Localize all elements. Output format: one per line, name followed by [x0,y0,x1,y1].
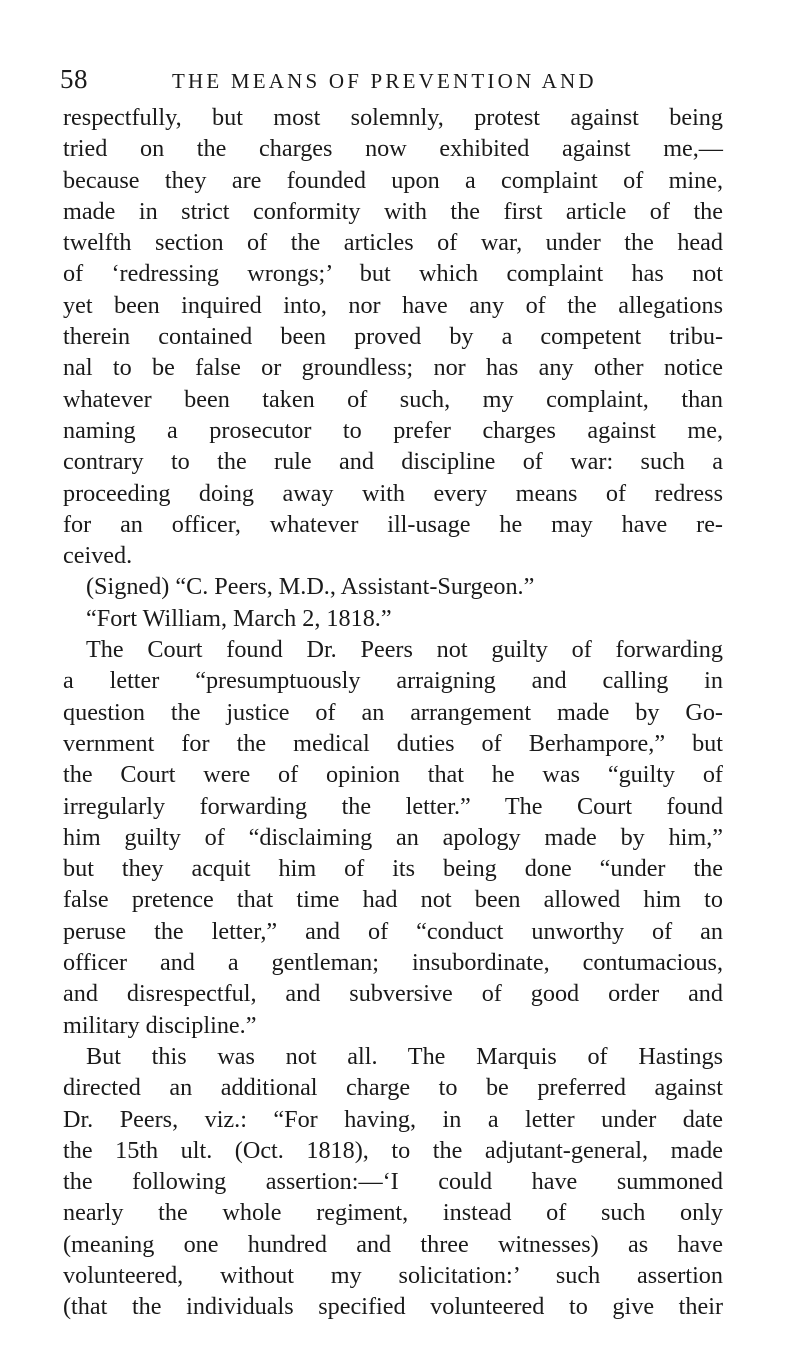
text-line: for an officer, whatever ill-usage he may have re- [63,510,723,538]
text-line: peruse the letter,” and of “conduct unworthy of an [63,917,723,945]
text-line: the Court were of opinion that he was “guilty of [63,761,723,789]
text-line: proceeding doing away with every means of redress [63,479,723,507]
text-line: question the justice of an arrangement made by Go- [63,698,723,726]
dateline: “Fort William, March 2, 1818.” [86,604,392,632]
page-header [60,64,720,104]
text-line: made in strict conformity with the first article of the [63,197,723,225]
signature-line: (Signed) “C. Peers, M.D., Assistant-Surgeon.” [86,573,535,601]
text-line: vernment for the medical duties of Berhampore,” but [63,729,723,757]
text-line: nearly the whole regiment, instead of such only [63,1199,723,1227]
text-line: twelfth section of the articles of war, under the head [63,229,723,257]
text-line: (meaning one hundred and three witnesses) as have [63,1230,723,1258]
text-line: the 15th ult. (Oct. 1818), to the adjutant-general, made [63,1136,723,1164]
text-line: him guilty of “disclaiming an apology made by him,” [63,823,723,851]
text-line: but they acquit him of its being done “under the [63,855,723,883]
page-number: 58 [60,64,88,94]
text-line: military discipline.” [63,1011,257,1039]
text-line: tried on the charges now exhibited against me,— [63,135,723,163]
text-line: false pretence that time had not been allowed him to [63,886,723,914]
text-line: yet been inquired into, nor have any of the allegations [63,291,723,319]
text-line: and disrespectful, and subversive of good order and [63,980,723,1008]
running-head: THE MEANS OF PREVENTION AND [172,69,597,93]
text-line: The Court found Dr. Peers not guilty of forwarding [86,636,723,664]
text-line: a letter “presumptuously arraigning and calling in [63,667,723,695]
text-line: contrary to the rule and discipline of war: such a [63,448,723,476]
text-line: ceived. [63,542,133,570]
text-line: naming a prosecutor to prefer charges against me, [63,416,723,444]
text-line: nal to be false or groundless; nor has any other notice [63,354,723,382]
text-line: volunteered, without my solicitation:’ such assertion [63,1261,723,1289]
text-line: officer and a gentleman; insubordinate, contumacious, [63,949,723,977]
body-text [63,102,723,1323]
text-line: therein contained been proved by a competent tribu- [63,323,723,351]
text-line: irregularly forwarding the letter.” The Court found [63,792,723,820]
text-line: But this was not all. The Marquis of Hastings [86,1042,723,1070]
text-line: of ‘redressing wrongs;’ but which complaint has not [63,260,723,288]
text-line: whatever been taken of such, my complaint, than [63,385,723,413]
text-line: (that the individuals specified volunteered to give their [63,1293,723,1321]
text-line: because they are founded upon a complaint of mine, [63,166,723,194]
text-line: respectfully, but most solemnly, protest against being [63,104,723,131]
text-line: Dr. Peers, viz.: “For having, in a letter under date [63,1105,723,1133]
text-line: the following assertion:—‘I could have summoned [63,1168,723,1196]
text-line: directed an additional charge to be preferred against [63,1074,723,1102]
